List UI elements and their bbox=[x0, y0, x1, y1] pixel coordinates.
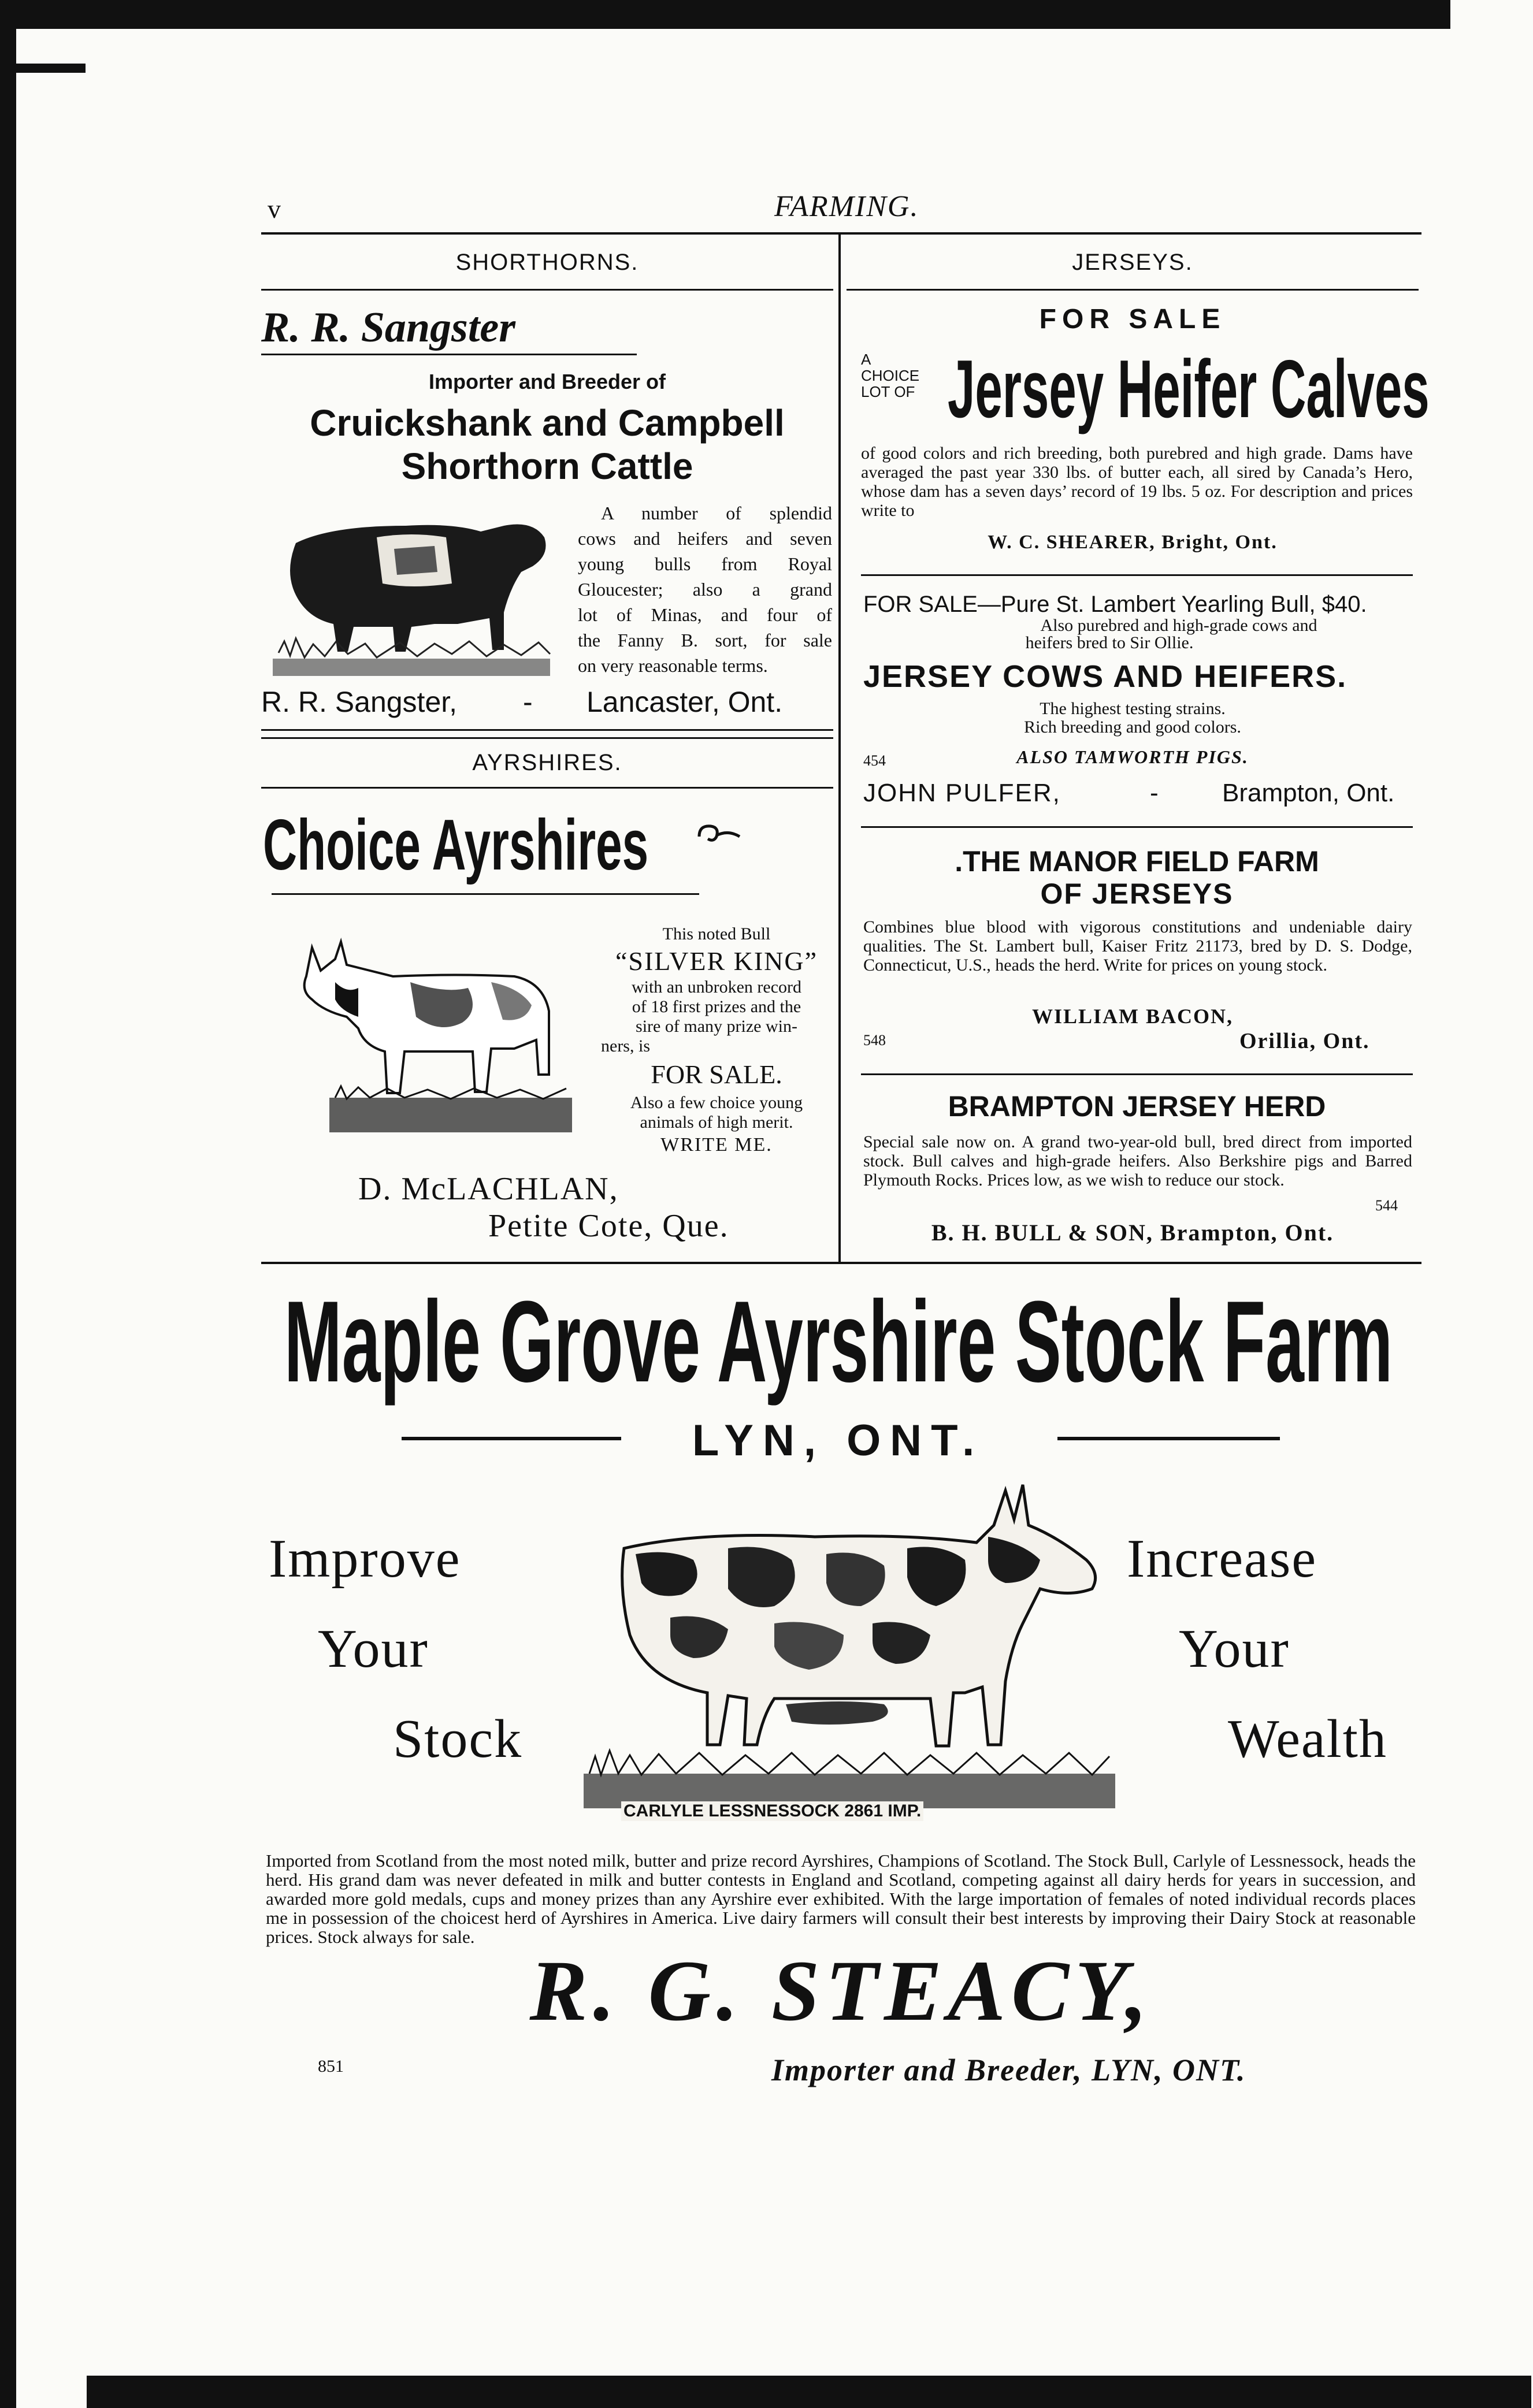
choice-ayrshires-rule bbox=[272, 893, 699, 895]
text-line: ners, is bbox=[601, 1036, 650, 1056]
choice-ayrshires-title: Choice Ayrshires bbox=[263, 805, 649, 885]
tamworth-pigs-line: ALSO TAMWORTH PIGS. bbox=[1016, 746, 1249, 767]
mclachlan-place: Petite Cote, Que. bbox=[488, 1208, 729, 1244]
choice-lot-label bbox=[861, 351, 919, 400]
your-word-right: Your bbox=[1179, 1619, 1290, 1679]
running-title: FARMING. bbox=[774, 190, 919, 223]
pulfer-also-line: heifers bred to Sir Ollie. bbox=[1025, 633, 1194, 652]
lyn-rule-right bbox=[1057, 1437, 1280, 1440]
write-me-label: WRITE ME. bbox=[660, 1134, 773, 1155]
shorthorns-rule bbox=[261, 289, 833, 291]
pulfer-place: Brampton, Ont. bbox=[1222, 779, 1395, 807]
wealth-word: Wealth bbox=[1228, 1709, 1387, 1769]
sangster-signature-dash: - bbox=[523, 686, 533, 718]
sangster-underline bbox=[261, 354, 637, 355]
sangster-signature-name: R. R. Sangster, bbox=[261, 686, 458, 718]
lyn-rule-left bbox=[402, 1437, 621, 1440]
text-line: This noted Bull bbox=[662, 924, 771, 943]
shorthorns-description bbox=[578, 500, 832, 678]
choice-lot-line: A bbox=[861, 351, 871, 368]
manor-title: .THE MANOR FIELD FARM bbox=[955, 845, 1319, 878]
sangster-name: R. R. Sangster bbox=[261, 304, 516, 351]
pulfer-dash: - bbox=[1150, 779, 1159, 807]
text-line: young bulls from Royal bbox=[578, 553, 832, 574]
stock-word: Stock bbox=[393, 1709, 523, 1769]
jerseys-divider bbox=[861, 574, 1413, 576]
jerseys-heading: JERSEYS. bbox=[1072, 250, 1193, 275]
for-sale-banner: FOR SALE bbox=[1039, 304, 1226, 335]
text-line: animals of high merit. bbox=[640, 1113, 793, 1132]
text-line: on very reasonable terms. bbox=[578, 655, 768, 676]
cruickshank-line: Cruickshank and Campbell bbox=[310, 402, 785, 444]
maple-grove-title: Maple Grove Ayrshire Stock Farm bbox=[284, 1277, 1393, 1406]
brampton-description: Special sale now on. A grand two-year-old bull, bred direct from imported stock. Bull calves and high-grade heifers. Also Berkshire pigs and Barred Plymouth Rocks. Prices low, as we wish to reduce our stock. bbox=[863, 1132, 1412, 1190]
column-divider bbox=[838, 233, 841, 1262]
pulfer-sale-line: FOR SALE—Pure St. Lambert Yearling Bull, $40. bbox=[863, 592, 1367, 617]
mclachlan-name: D. McLACHLAN, bbox=[358, 1171, 619, 1207]
cow-illustration bbox=[584, 1473, 1115, 1843]
ad-number: 544 bbox=[1375, 1197, 1398, 1214]
text-line: with an unbroken record bbox=[631, 978, 802, 997]
jerseys-rule bbox=[847, 289, 1419, 291]
sangster-signature-place: Lancaster, Ont. bbox=[587, 686, 783, 718]
scan-border-top bbox=[0, 0, 1450, 29]
ad-number: 454 bbox=[863, 752, 886, 769]
text-line: the Fanny B. sort, for sale bbox=[578, 630, 832, 651]
maple-body-text: Imported from Scotland from the most noted milk, butter and prize record Ayrshires, Champions of Scotland. The Stock Bull, Carlyle of Lessnessock, heads the herd. His grand dam was never defeated in milk and butter contests in England and Scotland, competing against all dairy herds for years in succession, and awarded more gold medals, cups and money prizes than any Ayrshire ever exhibited. With the large importation of females of noted individual records places me in possession of the choicest herd of Ayrshires in America. Live dairy farmers will consult their best interests by improving their Dairy Stock at reasonable prices. Stock always for sale. bbox=[266, 1850, 1416, 1947]
manor-description: Combines blue blood with vigorous constitutions and undeniable dairy qualities. The St. Lambert bull, Kaiser Fritz 21173, bred by D. S. Dodge, Connecticut, U.S., heads the herd. Write for prices on young stock. bbox=[863, 917, 1412, 975]
silver-king-text bbox=[601, 923, 832, 1158]
bull-illustration bbox=[261, 503, 562, 688]
text-line: of 18 first prizes and the bbox=[632, 997, 801, 1016]
bull-son-signature: B. H. BULL & SON, Brampton, Ont. bbox=[931, 1220, 1334, 1246]
pulfer-breeding-line: Rich breeding and good colors. bbox=[1024, 718, 1241, 737]
ayrshires-rule bbox=[261, 787, 833, 789]
header-rule bbox=[261, 232, 1421, 235]
page-marker: v bbox=[268, 194, 281, 224]
manor-subtitle: OF JERSEYS bbox=[1040, 878, 1234, 910]
text-line: cows and heifers and seven bbox=[578, 528, 832, 549]
text-line: lot of Minas, and four of bbox=[578, 604, 832, 625]
pulfer-divider bbox=[861, 826, 1413, 828]
your-word-left: Your bbox=[318, 1619, 429, 1679]
increase-word: Increase bbox=[1127, 1529, 1317, 1589]
silver-king-illustration bbox=[272, 924, 595, 1150]
steacy-tagline: Importer and Breeder, LYN, ONT. bbox=[771, 2053, 1246, 2087]
choice-lot-line: LOT OF bbox=[861, 383, 915, 400]
for-sale-label: FOR SALE. bbox=[651, 1060, 782, 1089]
text-line: Gloucester; also a grand bbox=[578, 579, 832, 600]
scan-border-left bbox=[0, 29, 16, 2408]
pulfer-also-line: Also purebred and high-grade cows and bbox=[1040, 616, 1317, 635]
shorthorns-heading: SHORTHORNS. bbox=[455, 250, 639, 275]
scan-border-left-inner bbox=[16, 64, 86, 73]
cow-caption: CARLYLE LESSNESSOCK 2861 IMP. bbox=[621, 1801, 923, 1821]
bacon-name: WILLIAM BACON, bbox=[1031, 1005, 1234, 1028]
pulfer-name: JOHN PULFER, bbox=[863, 779, 1061, 807]
jersey-cows-title: JERSEY COWS AND HEIFERS. bbox=[863, 659, 1348, 694]
double-rule-b bbox=[261, 737, 833, 739]
steacy-name: R. G. STEACY, bbox=[529, 1943, 1153, 2039]
brampton-title: BRAMPTON JERSEY HERD bbox=[948, 1090, 1326, 1123]
silver-king-name: “SILVER KING” bbox=[615, 946, 818, 976]
section-divider bbox=[261, 1262, 1421, 1264]
lyn-ont-subtitle: LYN, ONT. bbox=[692, 1416, 984, 1465]
importer-line: Importer and Breeder of bbox=[428, 370, 666, 393]
scan-border-bottom bbox=[87, 2376, 1531, 2408]
flourish-icon bbox=[693, 819, 745, 848]
jersey-heifer-description: of good colors and rich breeding, both purebred and high grade. Dams have averaged the past year 330 lbs. of butter each, all sired by Canada’s Hero, whose dam has a seven days’ record of 19 lbs. 5 oz. For description and prices write to bbox=[861, 444, 1413, 520]
ayrshires-heading: AYRSHIRES. bbox=[472, 750, 622, 775]
shorthorn-cattle-line: Shorthorn Cattle bbox=[401, 445, 693, 487]
choice-lot-line: CHOICE bbox=[861, 367, 920, 384]
shearer-signature: W. C. SHEARER, Bright, Ont. bbox=[988, 532, 1278, 553]
text-line: Also a few choice young bbox=[630, 1093, 803, 1112]
double-rule-a bbox=[261, 729, 833, 731]
text-line: A number of splendid bbox=[601, 503, 832, 523]
ad-number: 548 bbox=[863, 1032, 886, 1049]
improve-word: Improve bbox=[269, 1529, 461, 1589]
jersey-heifer-title: Jersey Heifer Calves bbox=[948, 343, 1430, 435]
pulfer-strains-line: The highest testing strains. bbox=[1040, 699, 1226, 718]
bacon-place: Orillia, Ont. bbox=[1239, 1029, 1370, 1053]
manor-divider bbox=[861, 1073, 1413, 1075]
text-line: sire of many prize win- bbox=[636, 1017, 797, 1036]
ad-number: 851 bbox=[318, 2057, 344, 2076]
